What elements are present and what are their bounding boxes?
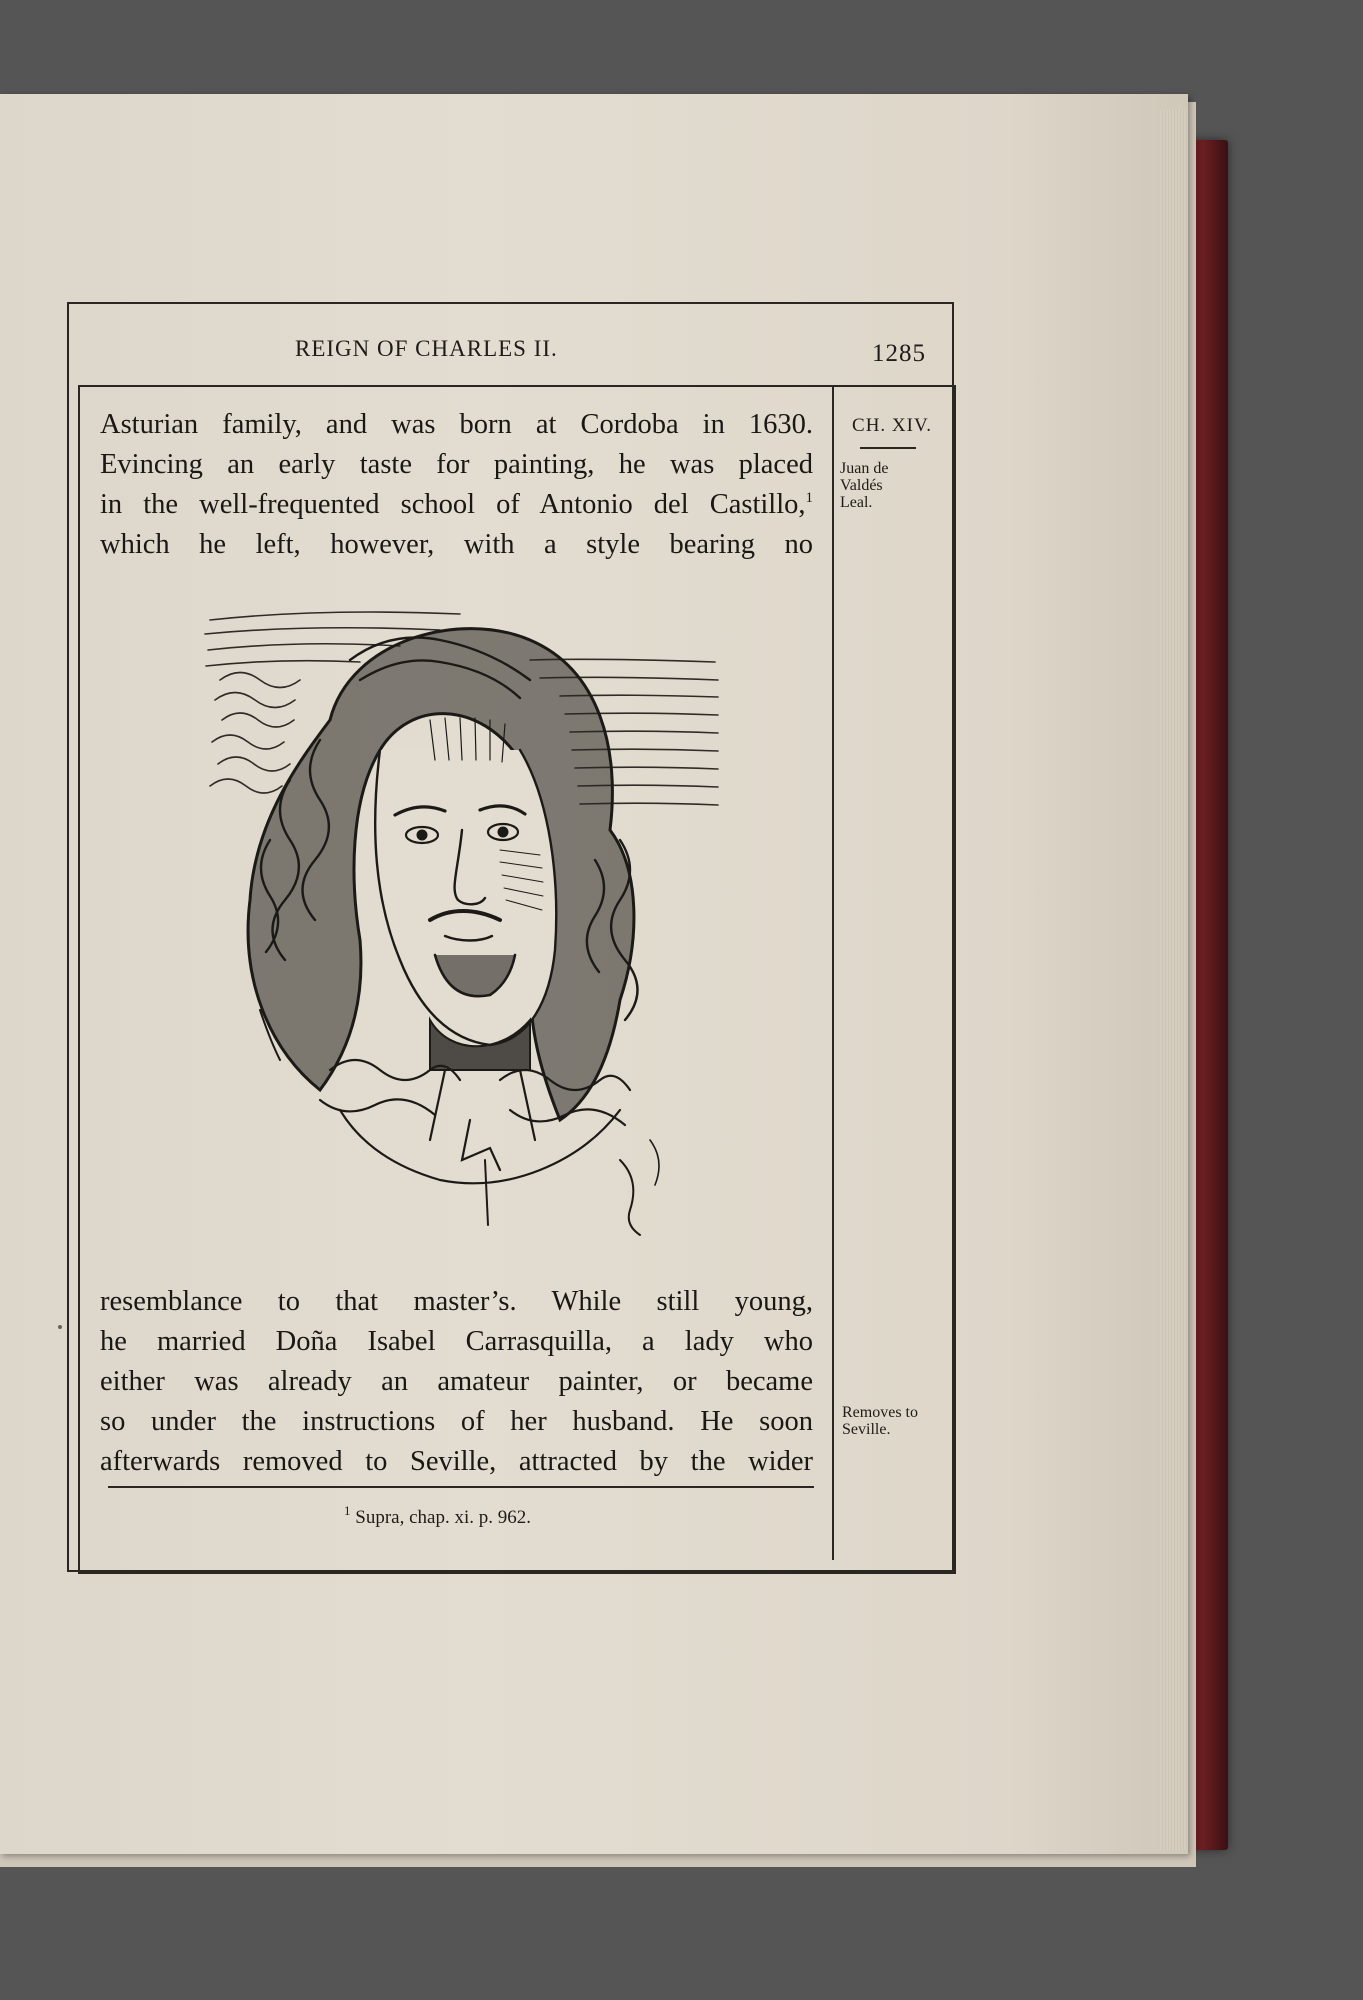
body-line-text: in the well-frequented school of Antonio del Castillo,	[100, 489, 806, 520]
footnote	[344, 1503, 531, 1529]
side-note-line: Leal.	[840, 494, 873, 511]
footnote-rule	[108, 1486, 814, 1488]
running-head: REIGN OF CHARLES II.	[295, 336, 558, 361]
body-line: Evincing an early taste for painting, he was placed	[100, 449, 813, 480]
footnote-marker: 1	[344, 1503, 351, 1518]
side-note-removes-to-seville	[842, 1404, 954, 1438]
side-note-line: Removes to	[842, 1404, 918, 1421]
body-line	[100, 485, 813, 525]
margin-rule	[832, 385, 834, 1560]
portrait-engraving	[200, 600, 720, 1250]
page-edge	[1160, 110, 1188, 1850]
chapter-rule	[860, 447, 916, 449]
paper-speck	[58, 1325, 62, 1329]
side-note-line: Seville.	[842, 1421, 891, 1438]
body-line: afterwards removed to Seville, attracted by the wider	[100, 1446, 813, 1477]
side-note-line: Juan de	[840, 460, 889, 477]
body-line: either was already an amateur painter, or became	[100, 1366, 813, 1397]
body-text-bottom	[100, 1282, 813, 1482]
footnote-text: Supra, chap. xi. p. 962.	[355, 1507, 531, 1528]
body-line: Asturian family, and was born at Cordoba in 1630.	[100, 409, 813, 440]
page-number: 1285	[872, 340, 926, 367]
body-line: resemblance to that master’s. While still young,	[100, 1286, 813, 1317]
side-note-juan-de-valdes	[840, 460, 950, 511]
body-text-top	[100, 405, 813, 565]
body-line: he married Doña Isabel Carrasquilla, a lady who	[100, 1326, 813, 1357]
body-line: so under the instructions of her husband. He soon	[100, 1406, 813, 1437]
footnote-reference: 1	[805, 490, 813, 506]
side-note-line: Valdés	[840, 477, 883, 494]
body-line: which he left, however, with a style bearing no	[100, 529, 813, 560]
chapter-mark: CH. XIV.	[852, 415, 932, 436]
